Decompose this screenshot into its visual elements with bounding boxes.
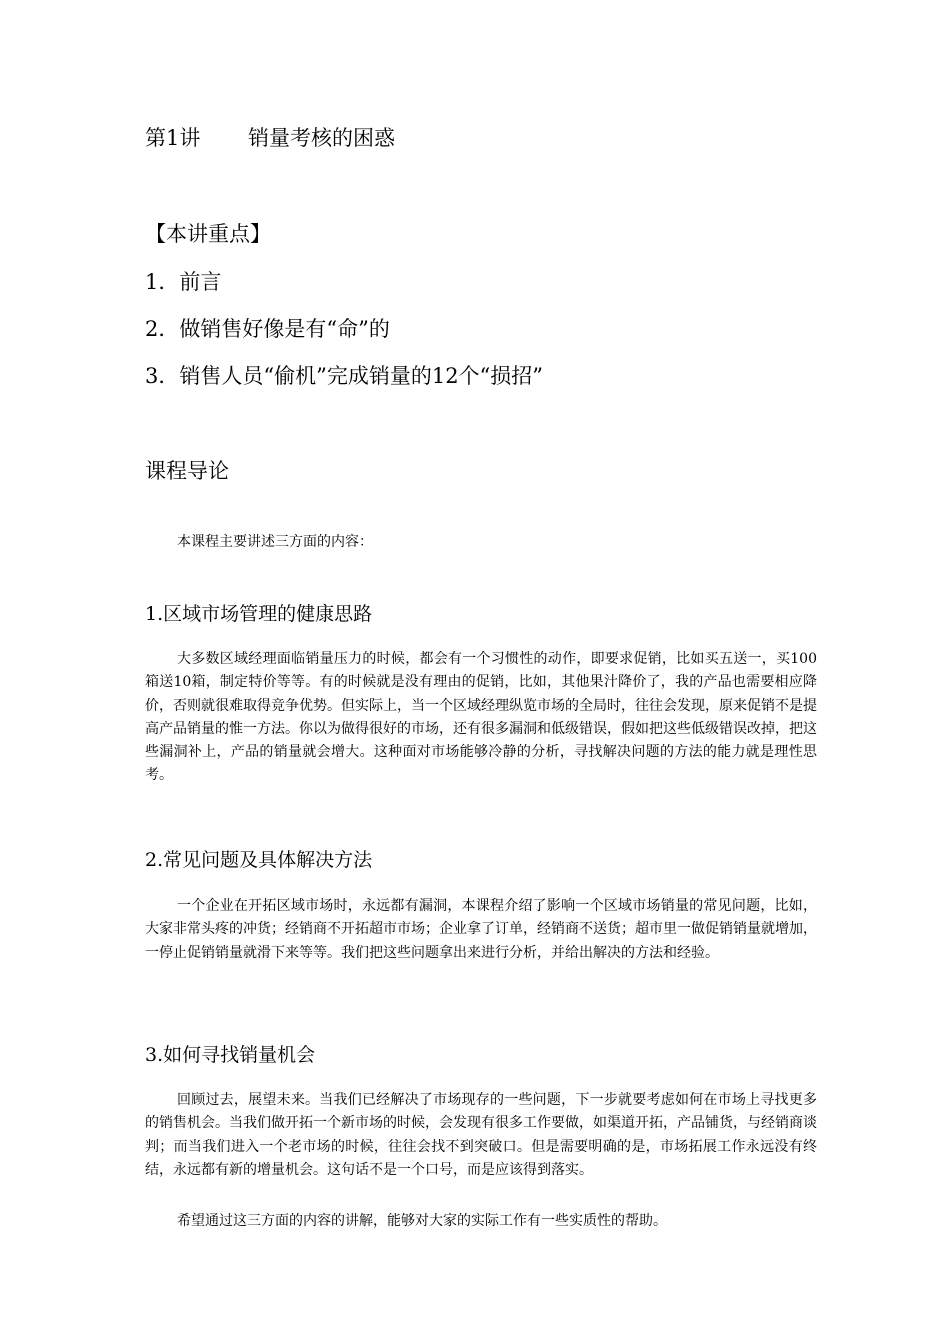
section-paragraph: 回顾过去，展望未来。当我们已经解决了市场现存的一些问题，下一步就要考虑如何在市场上寻找更多的销售机会。当我们做开拓一个新市场的时候，会发现有很多工作要做，如渠道开拓，产品铺货，与经销商谈判；而当我们进入一个老市场的时候，往往会找不到突破口。但是需要明确的是，市场拓展工作永远没有终结，永远都有新的增量机会。这句话不是一个口号，而是应该得到落实。 <box>145 1092 817 1178</box>
key-point-item: 1．前言 <box>145 270 222 294</box>
section-title: 3.如何寻找销量机会 <box>145 1044 316 1066</box>
key-point-item: 3．销售人员“偷机”完成销量的12个“损招” <box>145 364 544 388</box>
key-points-heading: 【本讲重点】 <box>145 222 271 246</box>
lecture-number: 第1讲 <box>145 126 201 150</box>
section-paragraph: 一个企业在开拓区域市场时，永远都有漏洞，本课程介绍了影响一个区域市场销量的常见问题，比如，大家非常头疼的冲货；经销商不开拓超市市场；企业拿了订单，经销商不送货；超市里一做促销销量就增加，一停止促销销量就滑下来等等。我们把这些问题拿出来进行分析，并给出解决的方法和经验。 <box>145 898 817 961</box>
section-paragraph: 希望通过这三方面的内容的讲解，能够对大家的实际工作有一些实质性的帮助。 <box>177 1213 667 1229</box>
section-paragraph: 大多数区域经理面临销量压力的时候，都会有一个习惯性的动作，即要求促销，比如买五送一，买100箱送10箱，制定特价等等。有的时候就是没有理由的促销，比如，其他果汁降价了，我的产品也需要相应降价，否则就很难取得竞争优势。但实际上，当一个区域经理纵览市场的全局时，往往会发现，原来促销不是提高产品销量的惟一方法。你以为做得很好的市场，还有很多漏洞和低级错误，假如把这些低级错误改掉，把这些漏洞补上，产品的销量就会增大。这种面对市场能够冷静的分析，寻找解决问题的方法的能力就是理性思考。 <box>145 651 817 784</box>
key-point-item: 2．做销售好像是有“命”的 <box>145 317 390 341</box>
section-title: 2.常见问题及具体解决方法 <box>145 849 373 871</box>
intro-lead: 本课程主要讲述三方面的内容： <box>177 534 373 550</box>
section-title: 1.区域市场管理的健康思路 <box>145 603 373 625</box>
intro-heading: 课程导论 <box>145 459 229 483</box>
lecture-title: 销量考核的困惑 <box>248 126 395 150</box>
